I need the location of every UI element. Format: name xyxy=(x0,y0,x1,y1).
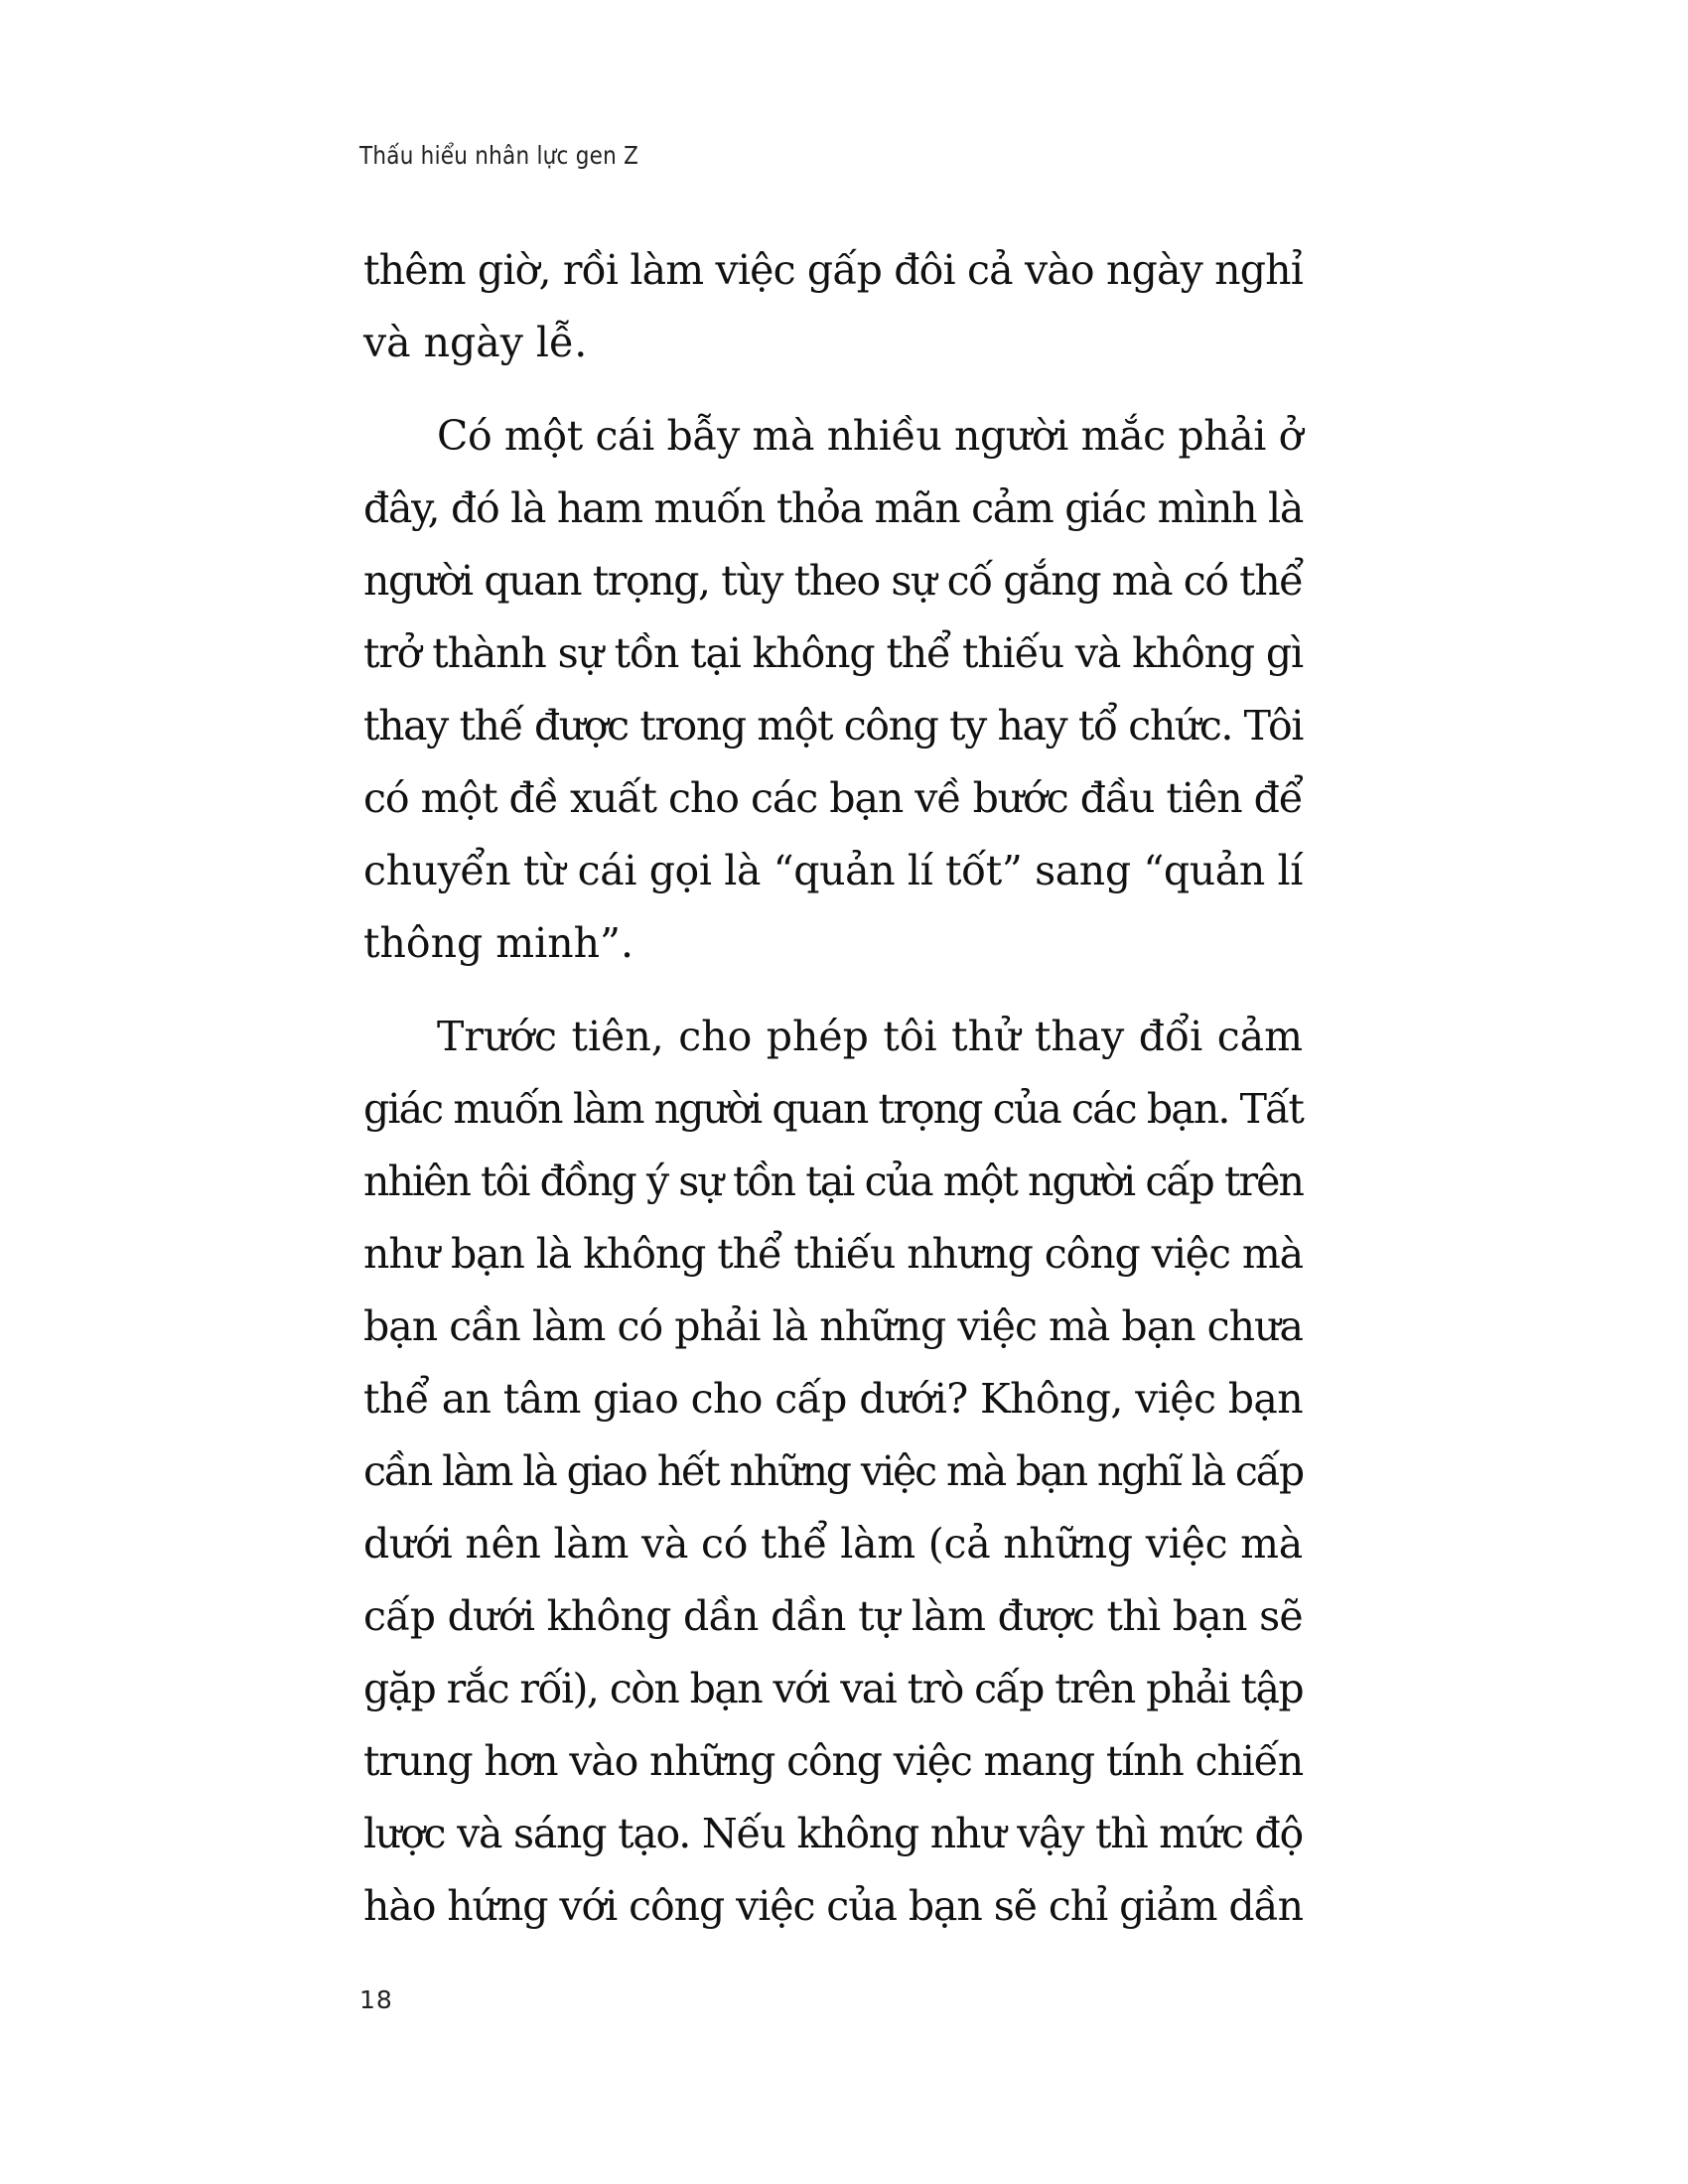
text-line: cần làm là giao hết những việc mà bạn nghĩ là cấp xyxy=(363,1447,1303,1495)
text-line: lược và sáng tạo. Nếu không như vậy thì mức độ xyxy=(363,1810,1303,1857)
text-line: trung hơn vào những công việc mang tính chiến xyxy=(363,1737,1303,1785)
text-line: Có một cái bẫy mà nhiều người mắc phải ở xyxy=(437,412,1303,460)
text-line: thay thế được trong một công ty hay tổ chức. Tôi xyxy=(363,702,1303,750)
page-number: 18 xyxy=(359,1985,393,2014)
text-line: gặp rắc rối), còn bạn với vai trò cấp trên phải tập xyxy=(363,1665,1303,1712)
text-line: như bạn là không thể thiếu nhưng công việc mà xyxy=(363,1230,1303,1278)
text-line: dưới nên làm và có thể làm (cả những việc mà xyxy=(363,1520,1303,1568)
text-line: nhiên tôi đồng ý sự tồn tại của một người cấp trên xyxy=(363,1158,1303,1205)
text-line: Trước tiên, cho phép tôi thử thay đổi cảm xyxy=(437,1013,1303,1060)
text-line: và ngày lễ. xyxy=(363,319,588,366)
text-line: người quan trọng, tùy theo sự cố gắng mà có thể xyxy=(363,557,1303,605)
running-header: Thấu hiểu nhân lực gen Z xyxy=(359,141,639,170)
text-line: thể an tâm giao cho cấp dưới? Không, việc bạn xyxy=(363,1375,1303,1423)
paragraph-gap xyxy=(363,379,1303,400)
text-line: chuyển từ cái gọi là “quản lí tốt” sang “quản lí xyxy=(363,847,1303,894)
text-line: thêm giờ, rồi làm việc gấp đôi cả vào ngày nghỉ xyxy=(363,246,1303,294)
text-line: thông minh”. xyxy=(363,919,634,967)
body-text xyxy=(363,234,1303,1943)
text-line: bạn cần làm có phải là những việc mà bạn chưa xyxy=(363,1302,1304,1350)
text-line: hào hứng với công việc của bạn sẽ chỉ giảm dần xyxy=(363,1882,1303,1930)
text-line: có một đề xuất cho các bạn về bước đầu tiên để xyxy=(363,774,1303,822)
text-line: trở thành sự tồn tại không thể thiếu và không gì xyxy=(363,629,1303,677)
paragraph-gap xyxy=(363,980,1303,1001)
text-line: đây, đó là ham muốn thỏa mãn cảm giác mình là xyxy=(363,484,1303,532)
text-line: cấp dưới không dần dần tự làm được thì bạn sẽ xyxy=(363,1592,1303,1640)
text-line: giác muốn làm người quan trọng của các bạn. Tất xyxy=(363,1085,1303,1133)
